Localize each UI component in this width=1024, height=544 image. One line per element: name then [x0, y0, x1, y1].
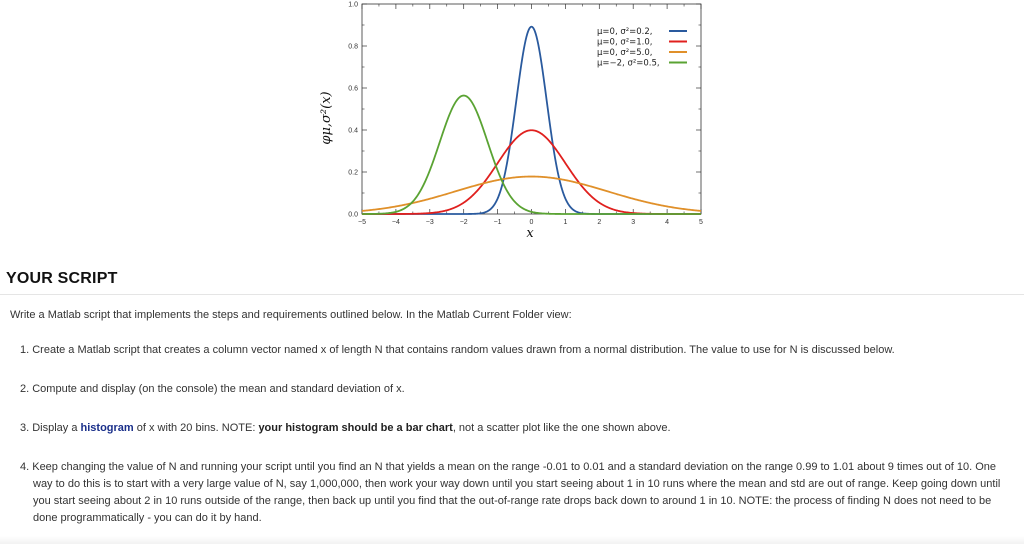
step-1-text: 1. Create a Matlab script that creates a column vector named x of length N that contains random values drawn from a normal distribution. The value to use for N is discussed below.	[20, 344, 895, 356]
chart-svg	[0, 0, 1024, 250]
x-tick-label: −2	[459, 219, 468, 226]
x-tick-label: 2	[597, 219, 602, 226]
step-3-bold-note: your histogram should be a bar chart	[258, 422, 453, 434]
legend-entry-label: μ=−2, σ²=0.5,	[597, 58, 660, 69]
step-2-text: 2. Compute and display (on the console) the mean and standard deviation of x.	[20, 383, 405, 395]
legend-entry-label: μ=0, σ²=5.0,	[597, 48, 653, 58]
x-tick-label: 5	[699, 219, 703, 226]
x-tick-label: −3	[425, 219, 434, 226]
x-tick-label: −4	[391, 219, 400, 226]
histogram-link[interactable]: histogram	[80, 422, 134, 434]
y-axis-title: φμ,σ²(x)	[319, 91, 334, 145]
x-tick-label: −1	[493, 219, 502, 226]
x-axis-title: x	[526, 226, 534, 241]
y-tick-label: 0.2	[348, 169, 358, 177]
list-item	[20, 420, 1016, 437]
step-3-text-b: of x with 20 bins. NOTE:	[133, 422, 259, 434]
intro-text: Write a Matlab script that implements the steps and requirements outlined below. In the Matlab Current Folder view:	[10, 309, 572, 321]
legend-entry-label: μ=0, σ²=0.2,	[597, 27, 653, 37]
list-item	[20, 381, 1016, 398]
x-tick-label: −5	[358, 219, 366, 226]
y-tick-label: 0.6	[348, 85, 358, 93]
step-3-text-c: , not a scatter plot like the one shown above.	[452, 422, 671, 434]
normal-distribution-chart	[0, 0, 1024, 250]
y-tick-label: 1.0	[348, 1, 358, 9]
steps-list	[20, 342, 1016, 527]
y-tick-label: 0.0	[348, 211, 358, 219]
section-divider	[0, 294, 1024, 295]
bottom-shade	[0, 536, 1024, 544]
step-3-text-a: 3. Display a	[20, 422, 81, 434]
list-item	[20, 459, 1016, 527]
x-tick-label: 4	[665, 219, 670, 226]
y-tick-label: 0.8	[348, 43, 358, 51]
y-tick-label: 0.4	[348, 127, 358, 135]
step-4-text: 4. Keep changing the value of N and running your script until you find an N that yields a mean on the range -0.01 to 0.01 and a standard deviation on the range 0.99 to 1.01 about 9 times out of 10. One way to do this is to start with a very large value of N, say 1,000,000, then work your way down until you start seeing about 1 in 10 runs where the mean and std are out of range. Keep going down until you start seeing about 2 in 10 runs outside of the range, then back up until you find that the out-of-range rate drops back down to around 1 in 10. NOTE: the process of finding N does not need to be done programmatically - you can do it by hand.	[20, 461, 1001, 524]
x-tick-label: 1	[563, 219, 568, 226]
x-tick-label: 3	[631, 219, 636, 226]
legend-entry-label: μ=0, σ²=1.0,	[597, 37, 653, 48]
x-tick-label: 0	[529, 219, 534, 226]
list-item	[20, 342, 1016, 359]
section-title: YOUR SCRIPT	[6, 270, 118, 287]
